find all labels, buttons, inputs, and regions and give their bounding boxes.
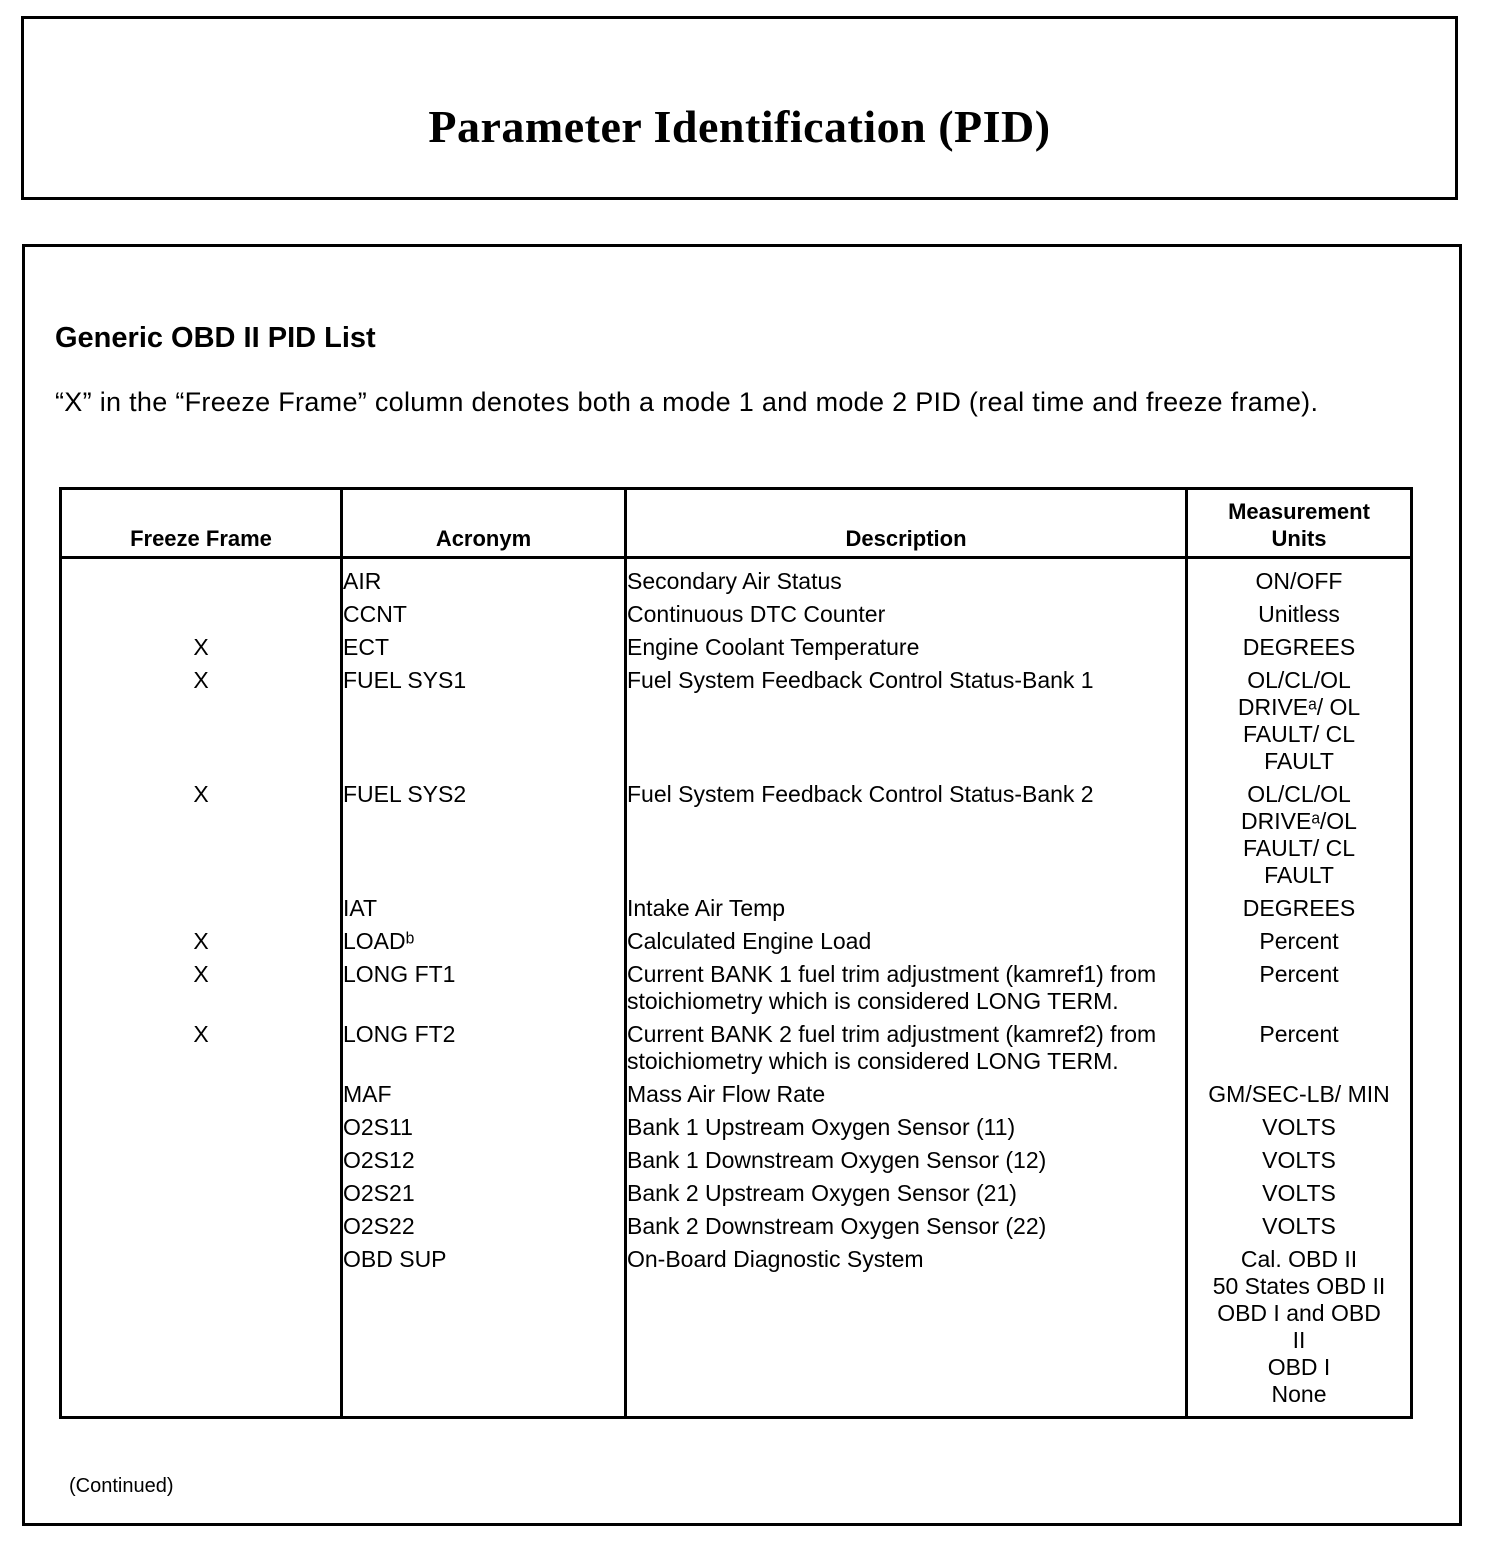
units-cell (1187, 1078, 1412, 1111)
unit-value: 50 States OBD II (1212, 1273, 1386, 1299)
description-cell: Bank 2 Upstream Oxygen Sensor (21) (626, 1177, 1187, 1210)
freeze-frame-cell (61, 1210, 342, 1243)
unit-value: Unitless (1258, 601, 1340, 627)
content-box (22, 244, 1462, 1526)
unit-value: OBD I and OBD (1217, 1300, 1381, 1326)
freeze-frame-cell: X (61, 1018, 342, 1078)
acronym-cell: OBD SUP (342, 1243, 626, 1418)
table-row (61, 598, 1412, 631)
units-cell (1187, 1243, 1412, 1418)
unit-value: VOLTS (1262, 1114, 1336, 1140)
continued-note: (Continued) (69, 1475, 174, 1497)
acronym-cell: LONG FT2 (342, 1018, 626, 1078)
description-cell: Calculated Engine Load (626, 925, 1187, 958)
table-body (61, 558, 1412, 1418)
table-header-row (61, 489, 1412, 558)
freeze-frame-cell: X (61, 925, 342, 958)
acronym-cell: LOADᵇ (342, 925, 626, 958)
acronym-cell: O2S11 (342, 1111, 626, 1144)
units-cell (1187, 892, 1412, 925)
unit-value: Percent (1259, 961, 1339, 987)
table-row (61, 892, 1412, 925)
description-cell: Engine Coolant Temperature (626, 631, 1187, 664)
unit-value: Percent (1259, 1021, 1339, 1047)
units-cell (1187, 1018, 1412, 1078)
description-cell: Continuous DTC Counter (626, 598, 1187, 631)
acronym-cell: O2S12 (342, 1144, 626, 1177)
table-row (61, 778, 1412, 892)
acronym-cell: MAF (342, 1078, 626, 1111)
column-header-freeze-frame: Freeze Frame (61, 489, 342, 558)
unit-value: OL/CL/OL (1247, 667, 1351, 693)
table-row (61, 1111, 1412, 1144)
table-row (61, 1018, 1412, 1078)
unit-value: ON/OFF (1255, 568, 1343, 594)
description-cell: Mass Air Flow Rate (626, 1078, 1187, 1111)
units-cell (1187, 1210, 1412, 1243)
units-cell (1187, 631, 1412, 664)
pid-table (59, 487, 1413, 1419)
freeze-frame-cell: X (61, 664, 342, 778)
acronym-cell: IAT (342, 892, 626, 925)
units-cell (1187, 1177, 1412, 1210)
page-title: Parameter Identification (PID) (428, 101, 1051, 152)
table-row (61, 664, 1412, 778)
acronym-cell: FUEL SYS1 (342, 664, 626, 778)
freeze-frame-cell: X (61, 778, 342, 892)
unit-value: GM/SEC-LB/ MIN (1208, 1081, 1390, 1107)
units-cell (1187, 1111, 1412, 1144)
acronym-cell: CCNT (342, 598, 626, 631)
title-box (21, 16, 1458, 200)
units-cell (1187, 925, 1412, 958)
unit-value: FAULT/ CL (1242, 835, 1356, 861)
units-cell (1187, 958, 1412, 1018)
description-cell: Bank 2 Downstream Oxygen Sensor (22) (626, 1210, 1187, 1243)
description-cell: Bank 1 Downstream Oxygen Sensor (12) (626, 1144, 1187, 1177)
freeze-frame-cell: X (61, 631, 342, 664)
freeze-frame-cell (61, 1177, 342, 1210)
table-row (61, 1210, 1412, 1243)
column-header-units-line-1: Measurement (1228, 499, 1370, 524)
description-cell: Current BANK 2 fuel trim adjustment (kamref2) from stoichiometry which is considered LONG TERM. (626, 1018, 1187, 1078)
description-cell: Fuel System Feedback Control Status-Bank 1 (626, 664, 1187, 778)
unit-value: FAULT (1264, 862, 1334, 888)
column-header-description: Description (626, 489, 1187, 558)
units-cell (1187, 778, 1412, 892)
unit-value: None (1271, 1381, 1327, 1407)
unit-value: DEGREES (1242, 634, 1356, 660)
intro-paragraph: “X” in the “Freeze Frame” column denotes both a mode 1 and mode 2 PID (real time and freeze frame). (55, 387, 1319, 417)
unit-value: Cal. OBD II (1240, 1246, 1358, 1272)
unit-value: DRIVEᵃ/ OL (1237, 694, 1361, 720)
unit-value: DRIVEᵃ/OL (1241, 808, 1357, 834)
table-row (61, 1144, 1412, 1177)
table-row (61, 925, 1412, 958)
section-heading: Generic OBD II PID List (55, 322, 376, 354)
unit-value: DEGREES (1242, 895, 1356, 921)
description-cell: Bank 1 Upstream Oxygen Sensor (11) (626, 1111, 1187, 1144)
unit-value: FAULT/ CL (1242, 721, 1356, 747)
unit-value: VOLTS (1262, 1180, 1336, 1206)
unit-value: FAULT (1264, 748, 1334, 774)
description-cell: Intake Air Temp (626, 892, 1187, 925)
unit-value: VOLTS (1262, 1213, 1336, 1239)
table-row (61, 558, 1412, 599)
description-cell: Current BANK 1 fuel trim adjustment (kamref1) from stoichiometry which is considered LONG TERM. (626, 958, 1187, 1018)
unit-value: II (1292, 1327, 1306, 1353)
freeze-frame-cell (61, 892, 342, 925)
freeze-frame-cell (61, 1111, 342, 1144)
freeze-frame-cell (61, 1243, 342, 1418)
freeze-frame-cell (61, 558, 342, 599)
units-cell (1187, 558, 1412, 599)
acronym-cell: FUEL SYS2 (342, 778, 626, 892)
column-header-measurement-units (1187, 489, 1412, 558)
units-cell (1187, 598, 1412, 631)
freeze-frame-cell (61, 598, 342, 631)
acronym-cell: O2S22 (342, 1210, 626, 1243)
description-cell: Fuel System Feedback Control Status-Bank 2 (626, 778, 1187, 892)
column-header-acronym: Acronym (342, 489, 626, 558)
column-header-units-line-2: Units (1271, 526, 1327, 551)
unit-value: VOLTS (1262, 1147, 1336, 1173)
acronym-cell: LONG FT1 (342, 958, 626, 1018)
table-row (61, 958, 1412, 1018)
table-row (61, 1243, 1412, 1418)
units-cell (1187, 664, 1412, 778)
table-row (61, 1078, 1412, 1111)
acronym-cell: O2S21 (342, 1177, 626, 1210)
table-row (61, 1177, 1412, 1210)
table-row (61, 631, 1412, 664)
description-cell: On-Board Diagnostic System (626, 1243, 1187, 1418)
acronym-cell: AIR (342, 558, 626, 599)
units-cell (1187, 1144, 1412, 1177)
freeze-frame-cell: X (61, 958, 342, 1018)
freeze-frame-cell (61, 1144, 342, 1177)
acronym-cell: ECT (342, 631, 626, 664)
freeze-frame-cell (61, 1078, 342, 1111)
unit-value: OBD I (1267, 1354, 1331, 1380)
unit-value: Percent (1259, 928, 1339, 954)
unit-value: OL/CL/OL (1247, 781, 1351, 807)
description-cell: Secondary Air Status (626, 558, 1187, 599)
